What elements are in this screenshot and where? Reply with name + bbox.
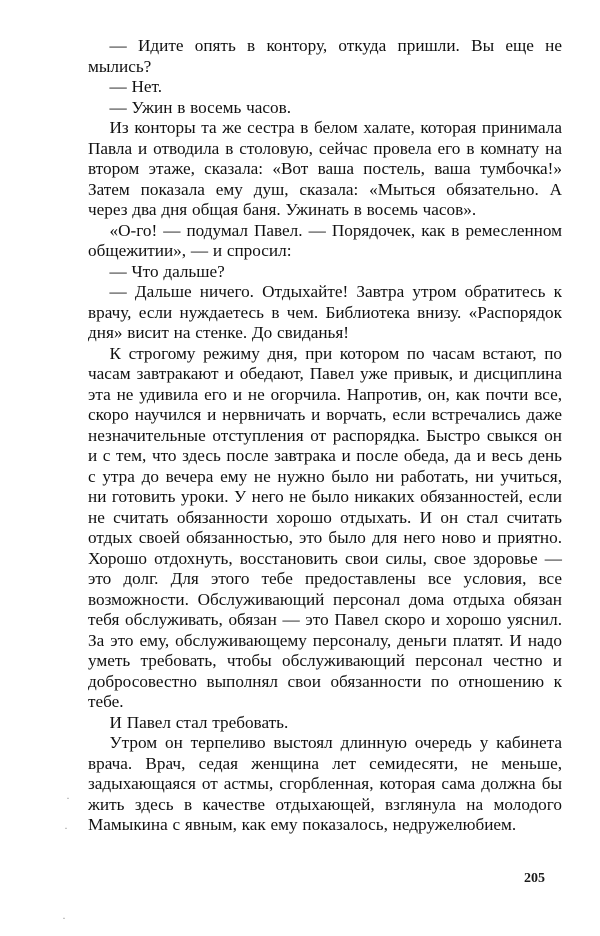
paragraph-10: Утром он терпеливо выстоял длинную очередь у кабинета врача. Врач, седая женщина лет семидесяти, не меньше, задыхающаяся от астмы, сгорбленная, которая сама должна бы жить здесь в качестве отдыхающей, взглянула на молодого Мамыкина с явным, как ему показалось, недружелюбием. bbox=[88, 733, 562, 834]
page-text-block bbox=[88, 36, 562, 836]
paragraph-9: И Павел стал требовать. bbox=[109, 712, 289, 732]
paragraph-4: Из конторы та же сестра в белом халате, которая принимала Павла и отводила в столовую, сейчас провела его в комнату на втором этаже, сказала: «Вот ваша постель, ваша тумбочка!» Затем показала ему душ, сказала: «Мыться обязательно. А через два дня общая баня. Ужинать в восемь часов». bbox=[88, 118, 562, 219]
paragraph-1: — Идите опять в контору, откуда пришли. Вы еще не мылись? bbox=[88, 36, 562, 76]
paragraph-2: — Нет. bbox=[109, 77, 163, 96]
paragraph-8: К строгому режиму дня, при котором по часам встают, по часам завтракают и обедают, Павел уже привык, и дисциплина эта не удивила его и не огорчила. Напротив, он, как почти все, скоро научился и нервничать и ворчать, если встречались даже незначительные отступления от распорядка. Быстро свыкся он и с тем, что здесь после завтрака и после обеда, да и весь день с утра до вечера ему не нужно было ни работать, ни учиться, ни готовить уроки. У него не было никаких обязанностей, если не считать обязанности хорошо отдыхать. И он стал считать отдых своей обязанностью, это было для него ново и приятно. Хорошо отдохнуть, восстановить свои силы, свое здоровье — это долг. Для этого тебе предоставлены все условия, все возможности. Обслуживающий персонал дома отдыха обязан тебя обслуживать, обязан — это Павел скоро и хорошо уяснил. За это ему, обслуживающему персоналу, деньги платят. И надо уметь требовать, чтобы обслуживающий персонал честно и добросовестно выполнял свои обязанности по отношению к тебе. bbox=[88, 343, 562, 711]
margin-speck: · bbox=[64, 821, 68, 835]
paragraph-3: — Ужин в восемь часов. bbox=[109, 97, 292, 117]
margin-speck: · bbox=[66, 791, 70, 805]
paragraph-7: — Дальше ничего. Отдыхайте! Завтра утром обратитесь к врачу, если нуждаетесь в чем. Библиотека внизу. «Распорядок дня» висит на стенке. До свиданья! bbox=[88, 282, 562, 342]
paragraph-5: «О-го! — подумал Павел. — Порядочек, как в ремесленном общежитии», — и спросил: bbox=[88, 220, 562, 260]
paragraph-6: — Что дальше? bbox=[109, 261, 225, 281]
page-number: 205 bbox=[524, 871, 545, 886]
margin-speck: · bbox=[62, 911, 66, 925]
